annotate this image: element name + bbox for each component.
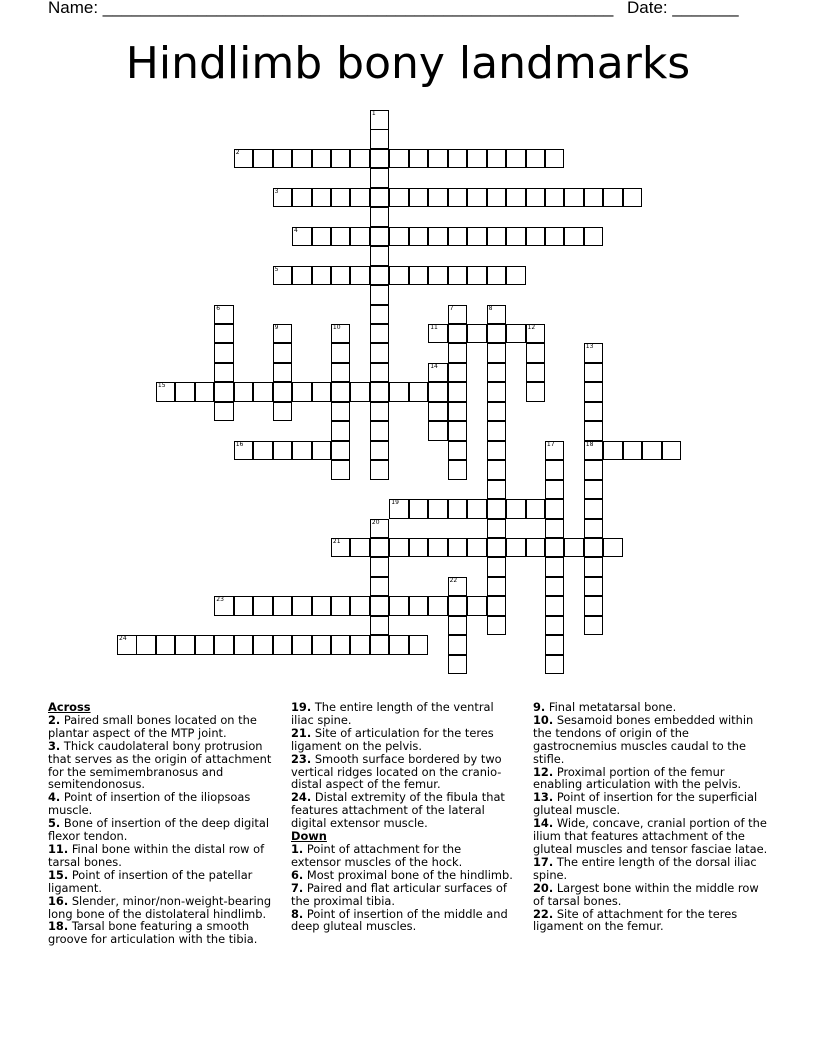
down-heading: Down	[291, 829, 327, 844]
crossword-cell[interactable]	[467, 324, 487, 344]
crossword-cell[interactable]	[312, 596, 332, 616]
cell-number: 3	[274, 187, 279, 195]
crossword-cell[interactable]	[331, 227, 351, 247]
crossword-cell[interactable]	[312, 441, 332, 461]
crossword-cell[interactable]	[584, 460, 604, 480]
crossword-cell[interactable]	[467, 596, 487, 616]
crossword-cell[interactable]	[370, 324, 390, 344]
clue-down-17: 17. The entire length of the dorsal iliac spine.	[533, 854, 757, 882]
crossword-cell[interactable]	[584, 421, 604, 441]
crossword-cell[interactable]	[448, 149, 468, 169]
cell-number: 11	[430, 323, 438, 331]
cell-number: 24	[119, 635, 127, 643]
crossword-cell[interactable]	[253, 596, 273, 616]
across-clue-list-part-1	[48, 714, 276, 946]
crossword-cell[interactable]	[448, 227, 468, 247]
crossword-cell[interactable]	[370, 635, 390, 655]
clue-across-21: 21. Site of articulation for the teres ligament on the pelvis.	[291, 725, 494, 753]
crossword-cell[interactable]	[389, 596, 409, 616]
crossword-cell[interactable]	[506, 538, 526, 558]
crossword-cell[interactable]	[273, 402, 293, 422]
crossword-cell[interactable]	[603, 538, 623, 558]
cell-number: 9	[274, 323, 279, 331]
crossword-cell[interactable]	[273, 635, 293, 655]
cell-number: 12	[527, 323, 536, 331]
cell-number: 18	[585, 440, 594, 448]
crossword-cell[interactable]	[273, 441, 293, 461]
crossword-cell[interactable]	[370, 538, 390, 558]
crossword-cell[interactable]	[487, 227, 507, 247]
crossword-cell[interactable]	[370, 519, 390, 539]
crossword-cell[interactable]	[214, 635, 234, 655]
crossword-cell[interactable]	[370, 596, 390, 616]
crossword-cell[interactable]	[331, 441, 351, 461]
crossword-cell[interactable]	[234, 596, 254, 616]
crossword-cell[interactable]	[370, 305, 390, 325]
crossword-cell[interactable]	[564, 227, 584, 247]
crossword-cell[interactable]	[526, 499, 546, 519]
crossword-cell[interactable]	[487, 460, 507, 480]
crossword-cell[interactable]	[350, 596, 370, 616]
crossword-cell[interactable]	[603, 188, 623, 208]
crossword-cell[interactable]	[584, 538, 604, 558]
crossword-cell[interactable]	[448, 324, 468, 344]
crossword-cell[interactable]	[350, 635, 370, 655]
crossword-cell[interactable]	[370, 616, 390, 636]
crossword-cell[interactable]	[370, 168, 390, 188]
crossword-cell[interactable]	[409, 499, 429, 519]
clue-across-11: 11. Final bone within the distal row of tarsal bones.	[48, 841, 265, 869]
crossword-cell[interactable]	[370, 382, 390, 402]
cell-number: 5	[274, 265, 279, 273]
crossword-cell[interactable]	[545, 655, 565, 675]
crossword-cell[interactable]	[584, 227, 604, 247]
crossword-cell[interactable]	[331, 343, 351, 363]
crossword-cell[interactable]	[370, 149, 390, 169]
crossword-cell[interactable]	[428, 596, 448, 616]
crossword-cell[interactable]	[292, 266, 312, 286]
crossword-cell[interactable]	[389, 499, 409, 519]
crossword-cell[interactable]	[623, 441, 643, 461]
crossword-cell[interactable]	[526, 343, 546, 363]
crossword-cell[interactable]	[564, 538, 584, 558]
crossword-cell[interactable]	[331, 402, 351, 422]
crossword-cell[interactable]	[331, 188, 351, 208]
crossword-cell[interactable]	[331, 421, 351, 441]
clue-across-15: 15. Point of insertion of the patellar ligament.	[48, 867, 253, 895]
crossword-cell[interactable]	[409, 635, 429, 655]
cell-number: 23	[216, 596, 224, 604]
crossword-cell[interactable]	[467, 499, 487, 519]
crossword-cell[interactable]	[487, 363, 507, 383]
crossword-cell[interactable]	[409, 266, 429, 286]
crossword-cell[interactable]	[428, 499, 448, 519]
crossword-cell[interactable]	[331, 324, 351, 344]
crossword-cell[interactable]	[545, 149, 565, 169]
cell-number: 13	[585, 343, 594, 351]
crossword-cell[interactable]	[136, 635, 156, 655]
crossword-cell[interactable]	[156, 635, 176, 655]
crossword-cell[interactable]	[545, 480, 565, 500]
crossword-cell[interactable]	[584, 480, 604, 500]
crossword-cell[interactable]	[506, 266, 526, 286]
crossword-cell[interactable]	[409, 596, 429, 616]
crossword-cell[interactable]	[545, 577, 565, 597]
crossword-cell[interactable]	[370, 557, 390, 577]
crossword-cell[interactable]	[195, 382, 215, 402]
cell-number: 15	[157, 382, 166, 390]
crossword-cell[interactable]	[389, 227, 409, 247]
crossword-cell[interactable]	[195, 635, 215, 655]
crossword-cell[interactable]	[331, 363, 351, 383]
crossword-cell[interactable]	[312, 266, 332, 286]
crossword-cell[interactable]	[175, 382, 195, 402]
crossword-cell[interactable]	[448, 382, 468, 402]
cell-number: 7	[449, 304, 454, 312]
crossword-cell[interactable]	[370, 363, 390, 383]
cell-number: 17	[546, 440, 555, 448]
crossword-cell[interactable]	[292, 596, 312, 616]
crossword-cell[interactable]	[409, 538, 429, 558]
crossword-cell[interactable]	[350, 538, 370, 558]
crossword-cell[interactable]	[487, 616, 507, 636]
crossword-cell[interactable]	[428, 382, 448, 402]
down-clue-list-part-2	[533, 701, 769, 933]
crossword-cell[interactable]	[214, 382, 234, 402]
crossword-cell[interactable]	[273, 343, 293, 363]
crossword-cell[interactable]	[428, 538, 448, 558]
crossword-cell[interactable]	[389, 266, 409, 286]
date-field[interactable]: Date: _______	[627, 0, 739, 17]
crossword-cell[interactable]	[545, 538, 565, 558]
crossword-cell[interactable]	[584, 519, 604, 539]
crossword-cell[interactable]	[214, 324, 234, 344]
crossword-cell[interactable]	[312, 188, 332, 208]
crossword-cell[interactable]	[331, 596, 351, 616]
crossword-cell[interactable]	[584, 441, 604, 461]
crossword-cell[interactable]	[370, 207, 390, 227]
clue-down-20: 20. Largest bone within the middle row of tarsal bones.	[533, 880, 759, 908]
crossword-cell[interactable]	[370, 266, 390, 286]
crossword-cell[interactable]	[487, 577, 507, 597]
clue-across-19: 19. The entire length of the ventral iliac spine.	[291, 700, 494, 727]
crossword-cell[interactable]	[370, 343, 390, 363]
crossword-cell[interactable]	[234, 149, 254, 169]
crossword-cell[interactable]	[487, 305, 507, 325]
crossword-cell[interactable]	[526, 149, 546, 169]
crossword-cell[interactable]	[526, 363, 546, 383]
crossword-cell[interactable]	[273, 324, 293, 344]
crossword-cell[interactable]	[214, 343, 234, 363]
crossword-cell[interactable]	[448, 499, 468, 519]
crossword-cell[interactable]	[545, 499, 565, 519]
crossword-cell[interactable]	[487, 421, 507, 441]
clue-across-16: 16. Slender, minor/non-weight-bearing long bone of the distolateral hindlimb.	[48, 893, 272, 921]
crossword-cell[interactable]	[467, 149, 487, 169]
crossword-cell[interactable]	[331, 382, 351, 402]
crossword-cell[interactable]	[428, 266, 448, 286]
cell-number: 8	[488, 304, 493, 312]
cell-number: 20	[371, 518, 380, 526]
cell-number: 16	[235, 440, 244, 448]
crossword-cell[interactable]	[545, 188, 565, 208]
crossword-cell[interactable]	[370, 227, 390, 247]
crossword-cell[interactable]	[292, 149, 312, 169]
cell-number: 21	[332, 537, 341, 545]
crossword-cell[interactable]	[526, 324, 546, 344]
crossword-cell[interactable]	[448, 577, 468, 597]
crossword-cell[interactable]	[603, 441, 623, 461]
crossword-cell[interactable]	[253, 149, 273, 169]
crossword-cell[interactable]	[156, 382, 176, 402]
crossword-cell[interactable]	[545, 460, 565, 480]
crossword-cell[interactable]	[292, 441, 312, 461]
clue-down-9: 9. Final metatarsal bone.	[533, 700, 677, 714]
clue-across-2: 2. Paired small bones located on the plantar aspect of the MTP joint.	[48, 712, 257, 740]
crossword-cell[interactable]	[389, 538, 409, 558]
crossword-cell[interactable]	[584, 616, 604, 636]
crossword-cell[interactable]	[370, 402, 390, 422]
crossword-cell[interactable]	[117, 635, 137, 655]
crossword-cell[interactable]	[487, 480, 507, 500]
crossword-cell[interactable]	[487, 596, 507, 616]
crossword-cell[interactable]	[448, 538, 468, 558]
crossword-cell[interactable]	[409, 227, 429, 247]
crossword-cell[interactable]	[467, 188, 487, 208]
crossword-cell[interactable]	[350, 266, 370, 286]
crossword-cell[interactable]	[428, 188, 448, 208]
crossword-cell[interactable]	[545, 635, 565, 655]
crossword-cell[interactable]	[214, 305, 234, 325]
crossword-cell[interactable]	[428, 402, 448, 422]
crossword-cell[interactable]	[175, 635, 195, 655]
page-title: Hindlimb bony landmarks	[125, 38, 691, 89]
crossword-cell[interactable]	[448, 616, 468, 636]
crossword-cell[interactable]	[389, 635, 409, 655]
crossword-cell[interactable]	[584, 596, 604, 616]
clue-across-18: 18. Tarsal bone featuring a smooth groove for articulation with the tibia.	[48, 919, 258, 947]
crossword-cell[interactable]	[312, 227, 332, 247]
crossword-cell[interactable]	[545, 441, 565, 461]
crossword-cell[interactable]	[370, 246, 390, 266]
crossword-cell[interactable]	[584, 557, 604, 577]
crossword-cell[interactable]	[506, 499, 526, 519]
crossword-cell[interactable]	[487, 402, 507, 422]
crossword-cell[interactable]	[273, 382, 293, 402]
crossword-cell[interactable]	[370, 110, 390, 130]
clue-down-13: 13. Point of insertion for the superficial gluteal muscle.	[533, 790, 758, 818]
crossword-cell[interactable]	[467, 266, 487, 286]
crossword-cell[interactable]	[448, 635, 468, 655]
crossword-cell[interactable]	[331, 149, 351, 169]
crossword-cell[interactable]	[487, 538, 507, 558]
across-heading: Across	[48, 700, 91, 714]
crossword-cell[interactable]	[331, 266, 351, 286]
crossword-cell[interactable]	[253, 382, 273, 402]
crossword-cell[interactable]	[409, 188, 429, 208]
crossword-cell[interactable]	[370, 460, 390, 480]
crossword-cell[interactable]	[545, 616, 565, 636]
crossword-cell[interactable]	[506, 149, 526, 169]
crossword-cell[interactable]	[487, 441, 507, 461]
clue-down-10: 10. Sesamoid bones embedded within the tendons of origin of the gastrocnemius muscles caudal to the stifle.	[533, 712, 754, 766]
crossword-cell[interactable]	[506, 324, 526, 344]
crossword-cell[interactable]	[584, 499, 604, 519]
clues-column-3	[533, 701, 769, 933]
down-clue-list-part-1	[291, 843, 513, 933]
crossword-cell[interactable]	[312, 149, 332, 169]
crossword-cell[interactable]	[545, 596, 565, 616]
crossword-cell[interactable]	[389, 149, 409, 169]
crossword-cell[interactable]	[448, 460, 468, 480]
crossword-cell[interactable]	[428, 363, 448, 383]
crossword-cell[interactable]	[350, 188, 370, 208]
clue-down-1: 1. Point of attachment for the extensor muscles of the hock.	[291, 841, 463, 869]
crossword-cell[interactable]	[662, 441, 682, 461]
crossword-cell[interactable]	[253, 441, 273, 461]
crossword-cell[interactable]	[312, 635, 332, 655]
crossword-cell[interactable]	[526, 227, 546, 247]
crossword-cell[interactable]	[487, 382, 507, 402]
clue-down-8: 8. Point of insertion of the middle and deep gluteal muscles.	[291, 906, 508, 934]
cell-number: 6	[216, 304, 221, 312]
crossword-cell[interactable]	[487, 343, 507, 363]
crossword-cell[interactable]	[214, 363, 234, 383]
crossword-cell[interactable]	[487, 149, 507, 169]
cell-number: 19	[391, 499, 399, 506]
crossword-cell[interactable]	[370, 129, 390, 149]
crossword-cell[interactable]	[350, 227, 370, 247]
cell-number: 14	[430, 362, 438, 370]
clue-down-7: 7. Paired and flat articular surfaces of the proximal tibia.	[291, 880, 507, 908]
crossword-cell[interactable]	[350, 382, 370, 402]
crossword-cell[interactable]	[331, 635, 351, 655]
clues-column-1	[48, 701, 276, 946]
cell-number: 2	[235, 148, 240, 156]
name-field[interactable]: Name: ______________________________________________________	[48, 0, 614, 17]
crossword-cell[interactable]	[370, 285, 390, 305]
crossword-cell[interactable]	[467, 227, 487, 247]
crossword-cell[interactable]	[487, 188, 507, 208]
crossword-cell[interactable]	[448, 188, 468, 208]
crossword-cell[interactable]	[273, 149, 293, 169]
crossword-cell[interactable]	[428, 227, 448, 247]
crossword-cell[interactable]	[273, 266, 293, 286]
crossword-cell[interactable]	[448, 421, 468, 441]
crossword-cell[interactable]	[292, 382, 312, 402]
crossword-cell[interactable]	[253, 635, 273, 655]
crossword-cell[interactable]	[584, 343, 604, 363]
crossword-cell[interactable]	[312, 382, 332, 402]
crossword-cell[interactable]	[564, 188, 584, 208]
crossword-cell[interactable]	[526, 538, 546, 558]
clue-across-5: 5. Bone of insertion of the deep digital flexor tendon.	[48, 816, 269, 844]
crossword-cell[interactable]	[409, 149, 429, 169]
crossword-cell[interactable]	[545, 519, 565, 539]
crossword-cell[interactable]	[428, 149, 448, 169]
crossword-cell[interactable]	[448, 343, 468, 363]
clue-across-24: 24. Distal extremity of the fibula that features attachment of the lateral digital extensor muscle.	[291, 790, 505, 831]
cell-number: 22	[449, 576, 458, 584]
crossword-cell[interactable]	[214, 402, 234, 422]
crossword-cell[interactable]	[448, 363, 468, 383]
crossword-cell[interactable]	[584, 577, 604, 597]
crossword-cell[interactable]	[506, 227, 526, 247]
clue-down-14: 14. Wide, concave, cranial portion of the ilium that features attachment of the gluteal muscles and tensor fasciae latae.	[533, 816, 768, 856]
crossword-cell[interactable]	[234, 382, 254, 402]
crossword-cell[interactable]	[487, 519, 507, 539]
crossword-cell[interactable]	[370, 441, 390, 461]
clue-across-23: 23. Smooth surface bordered by two vertical ridges located on the cranio-distal aspect of the femur.	[291, 751, 502, 792]
crossword-cell[interactable]	[350, 149, 370, 169]
crossword-cell[interactable]	[331, 538, 351, 558]
crossword-cell[interactable]	[584, 188, 604, 208]
crossword-cell[interactable]	[448, 441, 468, 461]
crossword-cell[interactable]	[234, 635, 254, 655]
across-clue-list-part-2	[291, 701, 513, 830]
crossword-cell[interactable]	[623, 188, 643, 208]
crossword-cell[interactable]	[448, 305, 468, 325]
crossword-cell[interactable]	[214, 596, 234, 616]
crossword-cell[interactable]	[292, 635, 312, 655]
crossword-cell[interactable]	[467, 538, 487, 558]
crossword-cell[interactable]	[331, 460, 351, 480]
crossword-cell[interactable]	[584, 402, 604, 422]
crossword-cell[interactable]	[584, 363, 604, 383]
crossword-cell[interactable]	[234, 441, 254, 461]
crossword-cell[interactable]	[292, 227, 312, 247]
crossword-cell[interactable]	[428, 421, 448, 441]
crossword-cell[interactable]	[448, 655, 468, 675]
crossword-cell[interactable]	[428, 324, 448, 344]
clue-across-3: 3. Thick caudolateral bony protrusion that serves as the origin of attachment for the semimembranosus and semitendonosus.	[48, 738, 272, 792]
crossword-cell[interactable]	[545, 557, 565, 577]
crossword-cell[interactable]	[370, 577, 390, 597]
clues-column-2	[291, 701, 513, 933]
cell-number: 10	[332, 323, 341, 331]
crossword-cell[interactable]	[448, 266, 468, 286]
crossword-cell[interactable]	[273, 188, 293, 208]
clue-across-4: 4. Point of insertion of the iliopsoas muscle.	[48, 790, 251, 818]
crossword-cell[interactable]	[389, 382, 409, 402]
crossword-cell[interactable]	[370, 188, 390, 208]
crossword-cell[interactable]	[292, 188, 312, 208]
crossword-cell[interactable]	[642, 441, 662, 461]
crossword-cell[interactable]	[487, 499, 507, 519]
crossword-cell[interactable]	[448, 402, 468, 422]
cell-number: 4	[294, 226, 298, 234]
crossword-cell[interactable]	[448, 596, 468, 616]
crossword-cell[interactable]	[584, 382, 604, 402]
crossword-cell[interactable]	[487, 266, 507, 286]
clue-down-6: 6. Most proximal bone of the hindlimb.	[291, 867, 513, 882]
cell-number: 1	[371, 110, 376, 117]
crossword-cell[interactable]	[389, 188, 409, 208]
crossword-cell[interactable]	[273, 596, 293, 616]
crossword-cell[interactable]	[545, 227, 565, 247]
crossword-cell[interactable]	[487, 557, 507, 577]
crossword-cell[interactable]	[370, 421, 390, 441]
crossword-cell[interactable]	[487, 324, 507, 344]
clue-down-22: 22. Site of attachment for the teres ligament on the femur.	[533, 906, 738, 934]
clue-down-12: 12. Proximal portion of the femur enabling articulation with the pelvis.	[533, 764, 742, 792]
crossword-cell[interactable]	[409, 382, 429, 402]
crossword-cell[interactable]	[526, 382, 546, 402]
crossword-cell[interactable]	[273, 363, 293, 383]
crossword-cell[interactable]	[506, 188, 526, 208]
crossword-cell[interactable]	[526, 188, 546, 208]
